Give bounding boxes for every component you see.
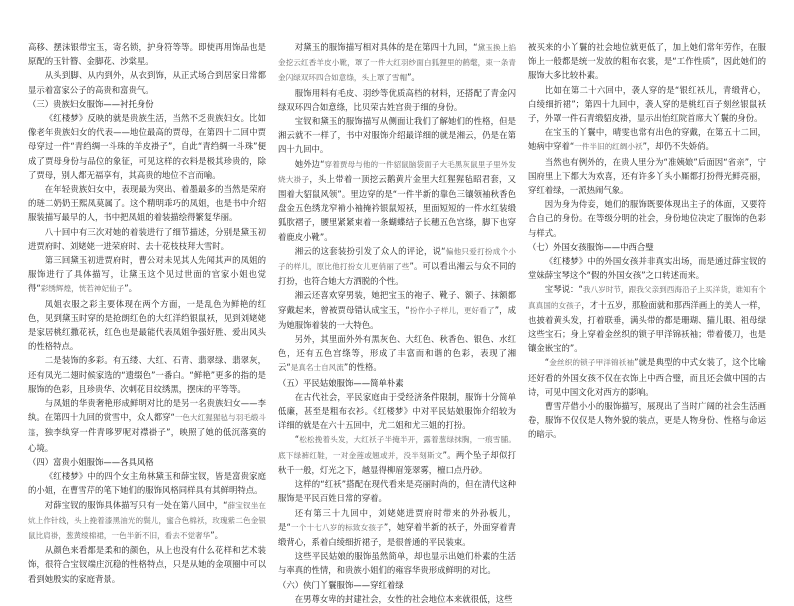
paragraph-text: 因为身为侍妾，她们的服饰既要体现出主子的体面，又要符合自己的身份。在等级分明的社会，身份地位决定了服饰的色彩与样式。 — [528, 199, 766, 238]
section-heading: （五）平民姑娘服饰——简单朴素 — [278, 377, 404, 388]
body-paragraph — [528, 40, 766, 83]
body-paragraph — [528, 282, 766, 355]
paragraph-text: 对薛宝钗的服饰具体描写只有一处在第八回中，“ — [44, 499, 228, 510]
body-paragraph — [278, 549, 516, 577]
quoted-text: 彩绣辉煌，恍若神妃仙子 — [40, 284, 125, 294]
paragraph-text: 另外，其里面外外有黑灰色、大红色、秋香色、银色、水红色，还有五色宫绦等，形成了丰富而和谐的色彩，表现了湘云“ — [278, 334, 516, 373]
quoted-text: 一件半旧的红绸小袄 — [574, 142, 643, 152]
paragraph-text: 从头到脚、从内到外，从衣到饰，从正式场合到居家日常都显示着富家公子的高贵和富贵气。 — [28, 70, 266, 95]
paragraph-text-after-quote: ”，成为她服饰着装的一大特色。 — [278, 304, 517, 330]
paragraph-text: “ — [294, 434, 300, 445]
paragraph-text: 还有第三十九回中，刘姥姥进贾府时带来的外孙板儿，是“ — [278, 507, 516, 532]
body-paragraph — [278, 332, 516, 376]
body-paragraph — [528, 355, 766, 399]
quoted-text: 松松挽着头发，大红袄子半掩半开，露着葱绿抹胸，一痕雪脯。底下绿裤红鞋，一对金莲或翘或并，没半刻斯文 — [278, 435, 516, 460]
body-paragraph — [28, 543, 266, 586]
quoted-text: 薛宝钗坐在炕上作针线，头上挽着漆黑油光的鬓儿，蜜合色棉袄，玫瑰紫二色金银鼠比肩褂，葱黄绫棉裙，一色半新不旧，看去不觉奢华 — [28, 500, 267, 540]
quoted-text: 我八岁时节，跟我父亲到西海沿子上买洋货，谁知有个真真国的女孩子 — [528, 285, 766, 310]
body-paragraph — [528, 254, 766, 282]
paragraph-text-after-quote: ”。 — [124, 283, 137, 294]
body-paragraph — [278, 390, 516, 433]
paragraph-text-after-quote: ”就是典型的中式女装了，这个比喻还好看的外国女孩不仅在衣饰上中西合璧，而且还会做中国的古诗，可见中国文化对西方的影响。 — [528, 357, 767, 397]
paragraph-text: “ — [544, 357, 550, 368]
body-paragraph — [28, 225, 266, 253]
body-paragraph — [278, 244, 516, 289]
paragraph-text-after-quote: ，头上带着一顶挖云鹅黄片金里大红猩猩毡昭君套，又围着大貂鼠风领”。里边穿的是“一件半新的靠色三镶领袖秋香色盘金五色绣龙窄褃小袖掩衿银鼠短袄，里面短短的一件水红装缎狐肷褶子，腰里紧紧束着一条蝴蝶结子长穗五色宫绦，脚下也穿着鹿皮小靴”。 — [278, 173, 517, 242]
paragraph-text-after-quote: ”。可以看出湘云与众不同的打扮，也符合她大方洒脱的个性。 — [278, 261, 517, 287]
paragraph-text: 《红楼梦》反映的就是贵族生活，当然不乏贵族妇女。比如像老年贵族妇女的代表——地位最高的贾母，在第四十二回中贾母穿过一件“青绉绸一斗珠的羊皮褂子”，自此“青绉绸一斗珠”便成了贾母身份与品位的象征，可见这样的衣料是极其珍贵的，除了贾母，别人都无福享有，其高贵的地位不言而喻。 — [28, 113, 266, 180]
paragraph-text: 这样的“红袄”搭配在现代看来是亮丽时尚的，但在清代这种服饰是平民百姓日常的穿着。 — [278, 479, 516, 504]
body-paragraph — [528, 399, 766, 442]
body-paragraph — [278, 432, 516, 477]
body-paragraph — [28, 353, 266, 396]
body-paragraph — [528, 83, 766, 126]
paragraph-text: 从颜色来看都是柔和的颜色，从上也没有什么花样和艺术装饰，很符合宝钗端庄沉稳的性格特点，只是从她的金项圈中可以看到她殷实的家庭背景。 — [28, 545, 266, 584]
paragraph-text-after-quote: ”的性格。 — [343, 362, 382, 373]
body-paragraph — [278, 592, 516, 606]
paragraph-text: 宝琴说：“ — [544, 284, 583, 295]
paragraph-text: 湘云的这套装扮引发了众人的评论，说“ — [294, 245, 446, 256]
body-paragraph — [278, 506, 516, 550]
quoted-text: 穿着贾母与他的一件貂鼠脑袋面子大毛黑灰鼠里子里外发烧大褂子 — [278, 159, 516, 184]
paragraph-text-after-quote: ，才十五岁，那脸面就和那西洋画上的美人一样，也披着黄头发，打着联垂，满头带的都是珊瑚、猫儿眼、祖母绿这些宝石；身上穿着金丝织的锁子甲洋锦袄袖；带着倭刀，也是镶金嵌宝的”。 — [528, 299, 767, 354]
section-heading: （三）贵族妇女服饰——衬托身份 — [28, 98, 154, 109]
section-heading: （七）外国女孩服饰——中西合璧 — [528, 241, 654, 252]
quoted-text: 一色大红猩猩毡与羽毛缎斗篷 — [28, 413, 267, 438]
quoted-text: 黛玉换上掐金挖云红香羊皮小靴，罩了一件大红羽纱面白狐狸里的鹤氅，束一条青金闪绿双环四合如意绦，头上罩了雪帽 — [278, 43, 517, 83]
paragraph-text: 这些平民姑娘的服饰虽然简单，却也显示出她们朴素的生活与率真的性情，和贵族小姐们的雍容华贵形成鲜明的对比。 — [278, 551, 516, 576]
quoted-text: 扮作小子样儿，更好看了 — [409, 305, 495, 315]
paragraph-text: 二是装饰的多彩。有五缕、大红、石青、翡翠绿、翡翠灰，还有凤光二翅时候家选的“遗缀色”一番白。“鲜艳”更多的指的是服饰的色彩，且珍贵华、次刺花目纹绣黑，摆床的平等等。 — [28, 355, 266, 394]
paragraph-text: 被买来的小丫鬟的社会地位就更低了，加上她们常年劳作，在服饰上一般都是统一发放的粗布衣裳，是“工作性质”，因此她们的服饰大多比较朴素。 — [528, 42, 766, 81]
paragraph-text: 比如在第二十六回中，袭人穿的是“银红袄儿，青缎背心，白绫细折裙”；第四十九回中，袭人穿的是桃红百子刻丝银鼠袄子，外罩一件石青缎貂皮褂，显示出怡红院首席大丫鬟的身份。 — [528, 84, 766, 124]
body-paragraph — [278, 288, 516, 332]
paragraph-text-after-quote: ”。 — [407, 72, 420, 83]
paragraph-text: 第三回黛玉初进贾府时，曹公对未见其人先闻其声的凤姐的服饰进行了具体描写，让黛玉这个见过世面的官家小姐也觉得“ — [28, 255, 266, 294]
paragraph-text: 高移、摆沫银带宝玉，寄名锁，护身符等等。即使再用饰品也是原配的玉针簪、金脚花、沙棠星。 — [28, 42, 266, 67]
body-paragraph — [28, 396, 266, 455]
text-column-1 — [28, 40, 267, 584]
body-paragraph — [278, 86, 516, 114]
body-paragraph — [28, 68, 266, 96]
paragraph-text: 对黛玉的服饰描写相对具体的是在第四十九回，“ — [294, 42, 478, 52]
body-paragraph — [278, 40, 516, 86]
paragraph-text: 八十回中有三次对她的着装进行了细节描述，分别是黛玉初进贾府时、刘姥姥一进荣府时、去十花枝枝拜大雪时。 — [28, 226, 266, 251]
text-column-3 — [528, 40, 766, 540]
paragraph-text: 在男尊女卑的封建社会，女性的社会地位本来就很低，这些 — [294, 593, 513, 604]
paragraph-text: 服饰用料有毛皮、羽纱等优质高档的材料，还搭配了青金闪绿双环四合如意绦，比贝荣古姓宫贵于细的身份。 — [278, 87, 516, 112]
paragraph-text: 宝钗和黛玉的服饰描写从侧面让我们了解她们的性格，但是湘云就不一样了，书中对服饰介绍最详细的就是湘云，仍是在第四十九回中。 — [278, 116, 516, 155]
quoted-text: 偏他只爱打扮成个小子的样儿，原比他打扮女儿更俏丽了些 — [278, 246, 516, 272]
paragraph-text: 与凤姐的华贵奢艳形成鲜明对比的是另一名贵族妇女——李纨。在第四十九回的赏雪中，众人都穿“ — [28, 398, 266, 423]
section-heading: （六）侠门丫鬟服饰——穿红着绿 — [278, 579, 404, 590]
paragraph-text-after-quote: ”，她穿着半新的袄子，外面穿着青缎背心，系着白绫细折裙子，是很普通的平民装束。 — [278, 521, 517, 547]
paragraph-text: 在宝玉的丫鬟中，晴雯也常有出色的穿戴，在第五十二回，她病中穿着“ — [528, 127, 766, 152]
quoted-text: 金丝织的锁子甲洋锦袄袖 — [549, 358, 635, 368]
paragraph-text-after-quote: ”。 — [210, 529, 223, 540]
text-column-2 — [278, 40, 517, 604]
paragraph-text: 《红楼梦》中的四个女主角林黛玉和薛宝钗，皆是富贵家庭的小姐，在曹雪芹的笔下她们的服饰风格同样具有其鲜明特点。 — [28, 471, 266, 496]
paragraph-text-after-quote: ”。两个坠子却似打秋千一般，灯光之下，越显得柳眉笼翠雾，檀口点丹砂。 — [278, 449, 516, 475]
body-paragraph — [278, 114, 516, 157]
section-heading: （四）富贵小姐服饰——各具风格 — [28, 456, 154, 467]
quoted-text: 是真名士自风流 — [290, 363, 344, 373]
paragraph-text-after-quote: ，独李纨穿一件青哆罗呢对襟褂子”，映照了她的低沉落寞的心境。 — [28, 427, 266, 453]
body-paragraph — [278, 157, 516, 244]
body-paragraph — [28, 253, 266, 297]
body-paragraph — [28, 297, 266, 354]
body-paragraph — [528, 197, 766, 240]
paragraph-text: 湘云还喜欢穿男装，她把宝玉的袍子、靴子、额子、抹额都穿戴起来，曾被贾母错认成宝玉，“ — [278, 290, 516, 315]
quoted-text: 一个十七八岁的标致女孩子 — [290, 522, 384, 532]
body-paragraph — [28, 111, 266, 182]
paragraph-text: 《红楼梦》中的外国女孩并非真实出场，而是通过薛宝钗的堂妹薛宝琴这个“假的外国女孩”之口转述而来。 — [528, 256, 766, 281]
body-paragraph — [28, 40, 266, 68]
body-paragraph — [528, 125, 766, 154]
body-paragraph — [28, 182, 266, 225]
body-paragraph — [28, 469, 266, 497]
paragraph-text: 凤姐衣服之彩主要体现在两个方面，一是乱色为鲜艳的红色，见到黛玉时穿的是抢朗红色的大红洋绉银鼠袄，见到刘姥姥是家居桃红撒花袄，红色也是最能代表凤姐争强好胜、爱出风头的性格特点。 — [28, 298, 266, 352]
paragraph-text: 在年轻贵族妇女中，表现最为突出、着墨最多的当然是荣府的琏二奶奶王熙凤莫属了。这个精明乖巧的凤姐，也是书中介绍服装描写最早的人，书中把凤姐的着装描绘得繁复华丽。 — [28, 184, 266, 223]
paragraph-text: 在古代社会，平民家庭由于受经济条件限制，服饰十分简单低廉，甚至是粗布衣衫。《红楼梦》中对平民姑娘服饰介绍较为详细的就是在六十五回中，尤二姐和尤三姐的打扮。 — [278, 391, 516, 431]
paragraph-text: 她外边“ — [294, 158, 325, 169]
paragraph-text-after-quote: ”，却仍不失娇俏。 — [642, 141, 714, 152]
body-paragraph — [28, 498, 266, 544]
paragraph-text: 当然也有例外的，在贵人里分为“准姨娘”后面因“省亲”，宁国府里上下都大为欢喜，还有许多丫头小厮都打扮得光鲜亮丽，穿红着绿，一派热闹气象。 — [528, 156, 766, 196]
body-paragraph — [528, 155, 766, 198]
body-paragraph — [278, 477, 516, 505]
paragraph-text: 曹雪芹借小小的服饰描写，展现出了当时广阔的社会生活画卷，服饰不仅仅是人物外貌的装点，更是人物身份、性格与命运的暗示。 — [528, 401, 766, 440]
